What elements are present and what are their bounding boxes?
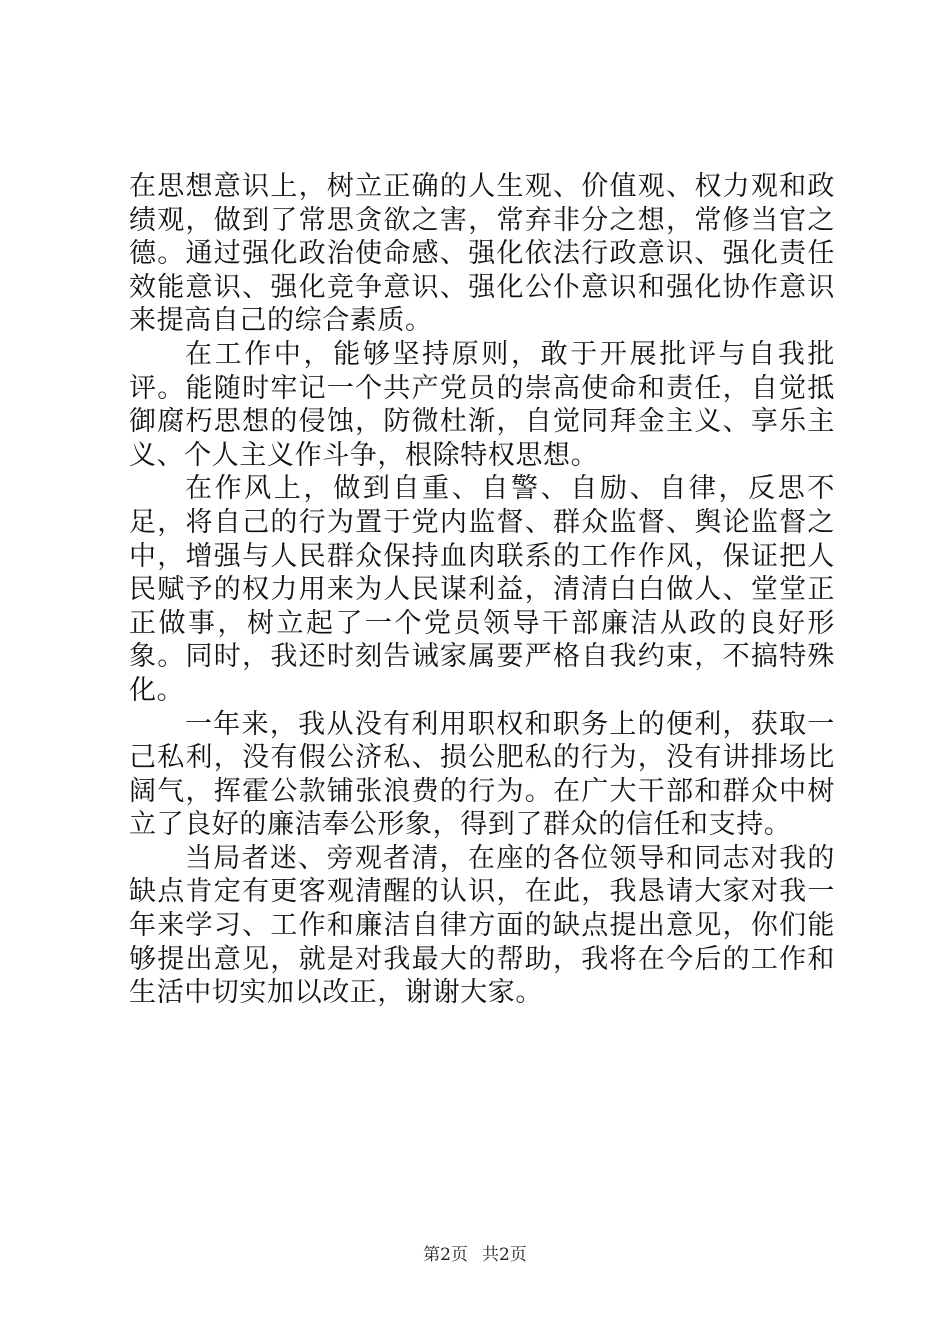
paragraph-closing: 当局者迷、旁观者清，在座的各位领导和同志对我的缺点肯定有更客观清醒的认识，在此，我恳请大家对我一年来学习、工作和廉洁自律方面的缺点提出意见，你们能够提出意见，就是对我最大的帮助，我将在今后的工作和生活中切实加以改正，谢谢大家。 (129, 842, 835, 1009)
paragraph-ideology: 在思想意识上，树立正确的人生观、价值观、权力观和政绩观，做到了常思贪欲之害，常弃非分之想，常修当官之德。通过强化政治使命感、强化依法行政意识、强化责任效能意识、强化竞争意识、强化公仆意识和强化协作意识来提高自己的综合素质。 (129, 171, 835, 337)
paragraph-integrity: 一年来，我从没有利用职权和职务上的便利，获取一己私利，没有假公济私、损公肥私的行为，没有讲排场比阔气，挥霍公款铺张浪费的行为。在广大干部和群众中树立了良好的廉洁奉公形象，得到了群众的信任和支持。 (129, 708, 835, 841)
paragraph-work: 在工作中，能够坚持原则，敢于开展批评与自我批评。能随时牢记一个共产党员的崇高使命和责任，自觉抵御腐朽思想的侵蚀，防微杜渐，自觉同拜金主义、享乐主义、个人主义作斗争，根除特权思想。 (129, 338, 835, 471)
page-number: 第2页 (423, 1245, 468, 1265)
paragraph-conduct: 在作风上，做到自重、自警、自励、自律，反思不足，将自己的行为置于党内监督、群众监督、舆论监督之中，增强与人民群众保持血肉联系的工作作风，保证把人民赋予的权力用来为人民谋利益，清清白白做人、堂堂正正做事，树立起了一个党员领导干部廉洁从政的良好形象。同时，我还时刻告诫家属要严格自我约束，不搞特殊化。 (129, 473, 835, 706)
document-body (129, 170, 835, 1010)
page-footer (0, 1243, 950, 1267)
page-total: 共2页 (482, 1245, 527, 1265)
